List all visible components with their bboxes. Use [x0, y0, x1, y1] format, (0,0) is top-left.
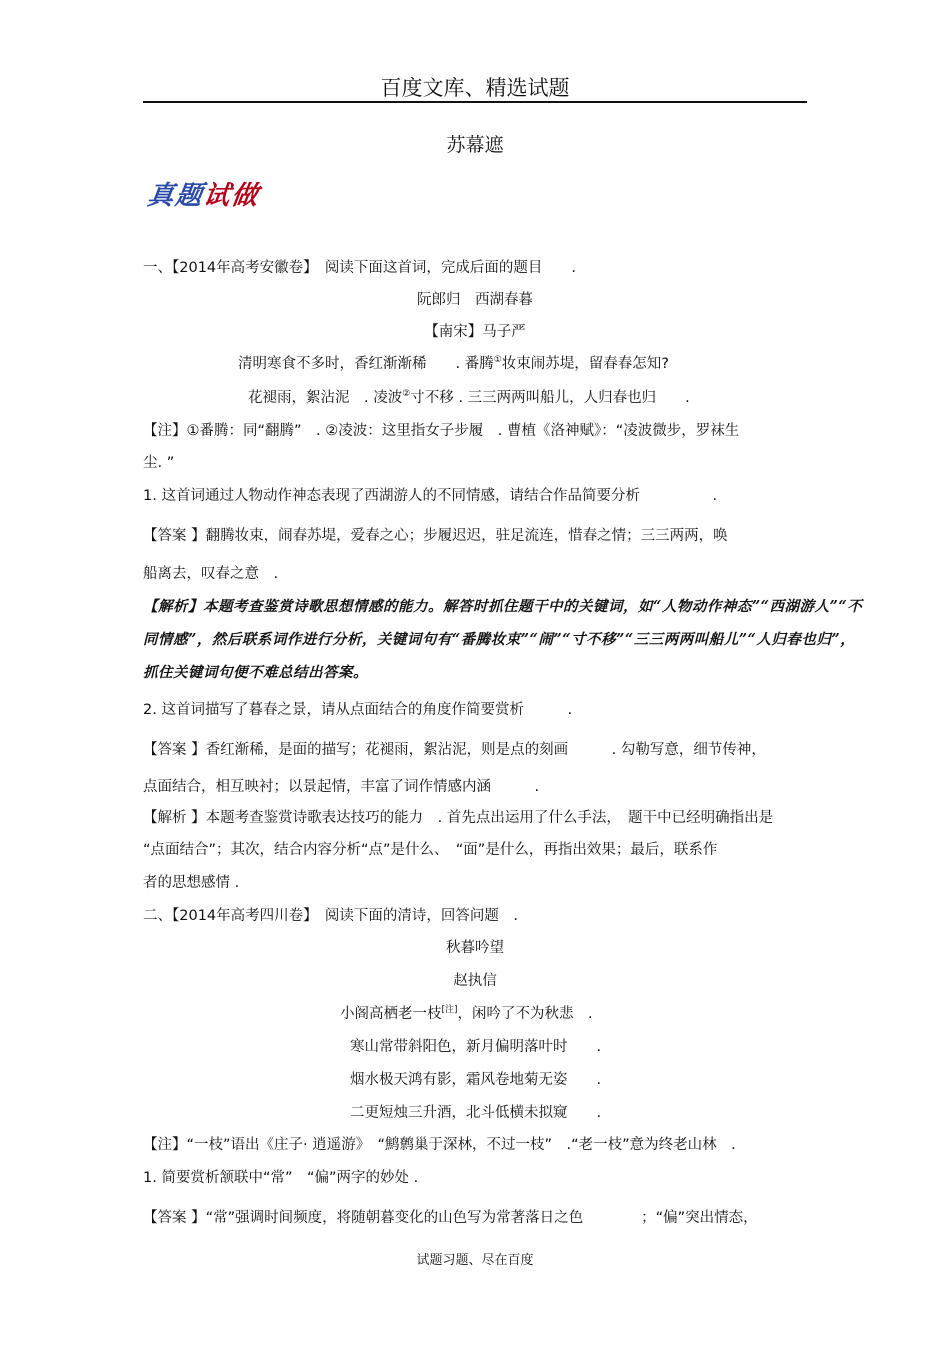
poem1-line2-b: 寸不移 . 三三两两叫船儿，人归春也归 . — [410, 390, 690, 406]
page-footer: 试题习题、尽在百度 — [416, 1253, 534, 1268]
poem1-line1-b: 妆束闹苏堤，留春春怎知? — [501, 356, 669, 372]
poem1-line2 — [248, 386, 690, 407]
q1-sub2-answer-line2: 点面结合，相互映衬；以景起情，丰富了词作情感内涵 . — [143, 779, 540, 795]
q1-sub2-answer-line1: 【答案 】香红渐稀，是面的描写；花褪雨，絮沾泥，则是点的刻画 . 勾勒写意，细节传神， — [143, 742, 766, 758]
q2-sub1-question: 1. 简要赏析颔联中“常” “偏”两字的妙处 . — [143, 1170, 419, 1186]
footnote-marker-note: [注] — [441, 1005, 458, 1016]
q1-sub2-question: 2. 这首词描写了暮春之景，请从点面结合的角度作简要赏析 . — [143, 702, 573, 718]
poem1-line1 — [238, 352, 669, 373]
header-divider — [143, 101, 807, 103]
q1-sub2-analysis-line3: 者的思想感情 . — [143, 875, 240, 891]
q1-sub2-analysis-line1: 【解析 】本题考查鉴赏诗歌表达技巧的能力 . 首先点出运用了什么手法， 题干中已经明确指出是 — [143, 810, 774, 826]
poem2-line2: 寒山常带斜阳色，新月偏明落叶时 . — [350, 1039, 602, 1055]
poem2-note: 【注】“一枝”语出《庄子· 逍遥游》 “鹪鹩巢于深林，不过一枝” .“老一枝”意为终老山林 . — [143, 1137, 736, 1153]
poem2-title: 秋暮吟望 — [446, 940, 504, 956]
q1-sub1-analysis-line2: 同情感”，然后联系词作进行分析，关键词句有“番腾妆束”“闹”“寸不移”“三三两两叫船儿”“人归春也归”， — [143, 631, 856, 648]
header-title: 百度文库、精选试题 — [380, 76, 570, 100]
q1-sub1-answer-line1: 【答案 】翻腾妆束，闹春苏堤，爱春之心；步履迟迟，驻足流连，惜春之情；三三两两，唤 — [143, 528, 728, 544]
footnote-marker-1: ① — [493, 355, 502, 366]
poem2-line1-a: 小阁高栖老一枝 — [340, 1006, 442, 1022]
poem1-author: 【南宋】马子严 — [424, 324, 526, 340]
banner-part1: 真题 — [145, 181, 206, 211]
poem2-line3: 烟水极天鸿有影，霜风卷地菊无姿 . — [350, 1072, 602, 1088]
q2-sub1-answer-line1: 【答案 】“常”强调时间频度，将随朝暮变化的山色写为常著落日之色 ；“偏”突出情态， — [143, 1210, 758, 1226]
poem2-author: 赵执信 — [453, 973, 497, 989]
poem1-note-line2: 尘. ” — [143, 455, 175, 471]
question1-intro: 一、【2014年高考安徽卷】 阅读下面这首词，完成后面的题目 . — [143, 260, 577, 276]
q1-sub1-question: 1. 这首词通过人物动作神态表现了西湖游人的不同情感，请结合作品简要分析 . — [143, 488, 718, 504]
q1-sub1-analysis-line1: 【解析】本题考查鉴赏诗歌思想情感的能力。解答时抓住题干中的关键词，如“人物动作神态”“西湖游人”“不 — [143, 598, 863, 615]
banner-part2: 试做 — [201, 181, 262, 211]
footnote-marker-2: ② — [402, 389, 411, 400]
poem2-line4: 二更短烛三升酒，北斗低横未拟窥 . — [350, 1105, 602, 1121]
poem2-line1 — [340, 1002, 593, 1023]
poem1-title: 阮郎归 西湖春暮 — [417, 292, 533, 308]
q1-sub1-answer-line2: 船离去，叹春之意 . — [143, 566, 279, 582]
question2-intro: 二、【2014年高考四川卷】 阅读下面的清诗，回答问题 . — [143, 908, 519, 924]
poem1-line2-a: 花褪雨，絮沾泥 . 凌波 — [248, 390, 403, 406]
poem1-line1-a: 清明寒食不多时，香红渐渐稀 . 番腾 — [238, 356, 494, 372]
poem1-note-line1: 【注】①番腾：同“翻腾” . ②凌波：这里指女子步履 . 曹植《洛神赋》：“凌波微步，罗袜生 — [143, 423, 740, 439]
q1-sub2-analysis-line2: “点面结合”；其次，结合内容分析“点”是什么、 “面”是什么，再指出效果；最后，联系作 — [143, 842, 718, 858]
poem2-line1-b: ，闲吟了不为秋悲 . — [457, 1006, 593, 1022]
section-banner — [145, 175, 262, 212]
document-title: 苏幕遮 — [446, 134, 504, 156]
q1-sub1-analysis-line3: 抓住关键词句便不难总结出答案。 — [143, 664, 368, 681]
